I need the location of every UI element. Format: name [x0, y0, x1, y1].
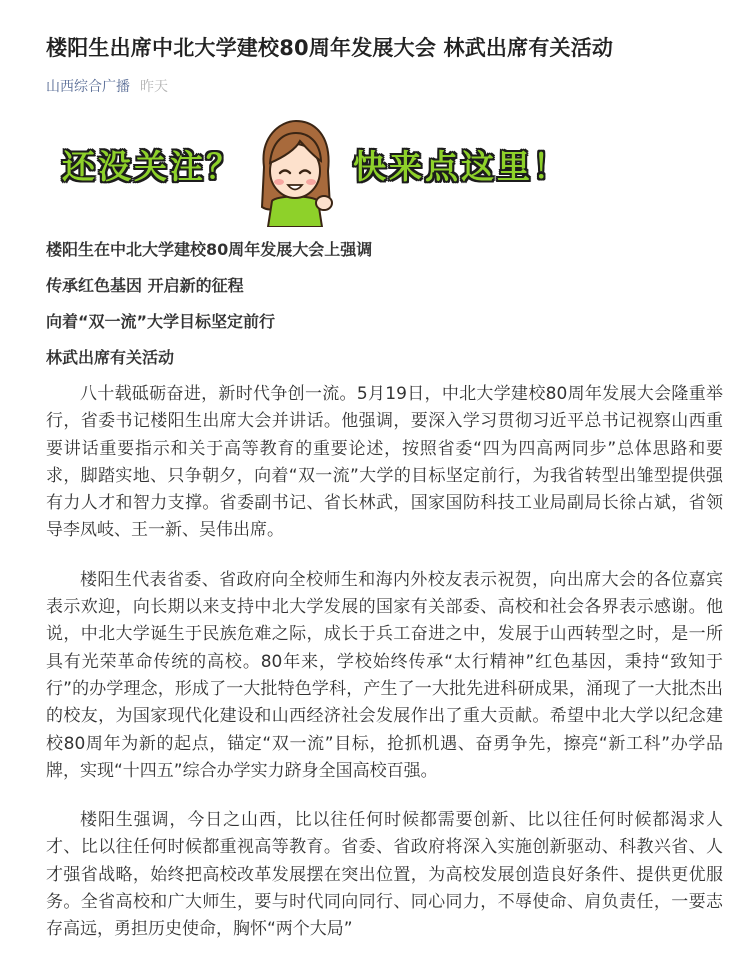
publish-date: 昨天	[140, 79, 168, 95]
follow-prompt-text: 还没关注？	[62, 147, 242, 186]
article-paragraph: 楼阳生强调，今日之山西，比以往任何时候都需要创新、比以往任何时候都渴求人才、比以往任何时候都重视高等教育。省委、省政府将深入实施创新驱动、科教兴省、人才强省战略，始终把高校改革发展摆在突出位置，为高校发展创造良好条件、提供更优服务。全省高校和广大师生，要与时代同向同行、同心同力，不辱使命、肩负责任，一要志存高远，勇担历史使命，胸怀“两个大局”	[46, 810, 723, 940]
subheadings	[46, 238, 722, 382]
subheading: 林武出席有关活动	[46, 348, 175, 367]
article-header	[46, 0, 722, 97]
follow-click-here-text: 快来点这里！	[353, 147, 569, 186]
article-body	[46, 381, 723, 966]
account-name-link[interactable]: 山西综合广播	[46, 79, 130, 95]
subheading: 传承红色基因 开启新的征程	[46, 276, 244, 295]
subheading: 楼阳生在中北大学建校80周年发展大会上强调	[46, 240, 373, 259]
follow-banner[interactable]	[0, 93, 745, 228]
article-paragraph: 八十载砥砺奋进，新时代争创一流。5月19日，中北大学建校80周年发展大会隆重举行，省委书记楼阳生出席大会并讲话。他强调，要深入学习贯彻习近平总书记视察山西重要讲话重要指示和关于高等教育的重要论述，按照省委“四为四高两同步”总体思路和要求，脚踏实地、只争朝夕，向着“双一流”大学的目标坚定前行，为我省转型出雏型提供强有力人才和智力支撑。省委副书记、省长林武，国家国防科技工业局副局长徐占斌，省领导李凤岐、王一新、吴伟出席。	[46, 384, 723, 541]
article-title: 楼阳生出席中北大学建校80周年发展大会 林武出席有关活动	[46, 36, 614, 60]
subheading: 向着“双一流”大学目标坚定前行	[46, 312, 276, 331]
girl-mascot-icon	[250, 115, 340, 227]
article-paragraph: 楼阳生代表省委、省政府向全校师生和海内外校友表示祝贺，向出席大会的各位嘉宾表示欢迎，向长期以来支持中北大学发展的国家有关部委、高校和社会各界表示感谢。他说，中北大学诞生于民族危难之际，成长于兵工奋进之中，发展于山西转型之时，是一所具有光荣革命传统的高校。80年来，学校始终传承“太行精神”红色基因，秉持“致知于行”的办学理念，形成了一大批特色学科，产生了一大批先进科研成果，涌现了一大批杰出的校友，为国家现代化建设和山西经济社会发展作出了重大贡献。希望中北大学以纪念建校80周年为新的起点，锚定“双一流”目标，抢抓机遇、奋勇争先，擦亮“新工科”办学品牌，实现“十四五”综合办学实力跻身全国高校百强。	[46, 569, 723, 781]
